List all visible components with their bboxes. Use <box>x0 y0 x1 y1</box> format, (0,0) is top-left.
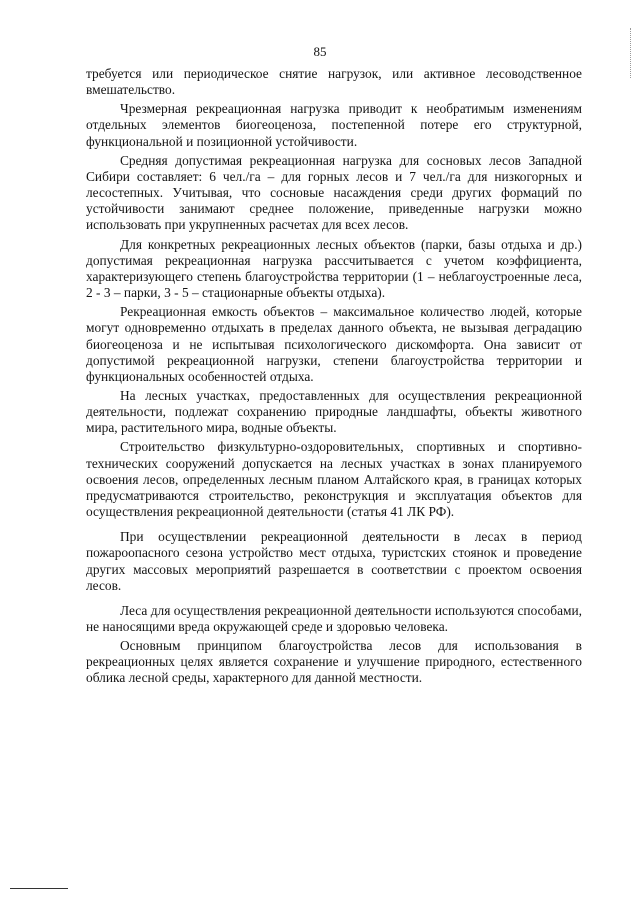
footnote-separator <box>10 888 68 889</box>
paragraph: На лесных участках, предоставленных для осуществления рекреационной деятельности, подлежат сохранению природные ландшафты, объекты животного мира, растительного мира, водные объекты. <box>86 387 582 436</box>
paragraph: Рекреационная емкость объектов – максимальное количество людей, которые могут одновременно отдыхать в пределах данного объекта, не вызывая деградацию биогеоценоза и не испытывая психологического дискомфорта. Она зависит от допустимой рекреационной нагрузки, степени благоустройства территории и функциональных особенностей отдыха. <box>86 304 582 384</box>
paragraph: При осуществлении рекреационной деятельности в лесах в период пожароопасного сезона устройство мест отдыха, туристских стоянок и проведение других массовых мероприятий разрешается в соответствии с проектом освоения лесов. <box>86 529 582 593</box>
paragraph: требуется или периодическое снятие нагрузок, или активное лесоводственное вмешательство. <box>86 66 582 98</box>
page-number: 85 <box>313 44 327 59</box>
paragraph: Строительство физкультурно-оздоровительных, спортивных и спортивно-технических сооружений допускается на лесных участках в зонах планируемого освоения лесов, определенных лесным планом Алтайского края, в границах которых предусматриваются строительство, реконструкция и эксплуатация объектов для осуществления рекреационной деятельности (статья 41 ЛК РФ). <box>86 439 582 520</box>
paragraph: Для конкретных рекреационных лесных объектов (парки, базы отдыха и др.) допустимая рекреационная нагрузка рассчитывается с учетом коэффициента, характеризующего степень благоустройства территории (1 – неблагоустроенные леса, 2 - 3 – парки, 3 - 5 – стационарные объекты отдыха). <box>86 236 582 301</box>
body-text <box>86 66 582 690</box>
paragraph: Леса для осуществления рекреационной деятельности используются способами, не наносящими вреда окружающей среде и здоровью человека. <box>86 602 582 634</box>
paragraph: Основным принципом благоустройства лесов для использования в рекреационных целях является сохранение и улучшение природного, естественного облика лесной среды, характерного для данной местности. <box>86 638 582 686</box>
scan-edge-mark <box>630 28 633 78</box>
paragraph: Средняя допустимая рекреационная нагрузка для сосновых лесов Западной Сибири составляет: 6 чел./га – для горных лесов и 7 чел./га для низкогорных и лесостепных. Учитывая, что сосновые насаждения среди других формаций по устойчивости занимают среднее положение, приведенные нагрузки можно использовать при укрупненных расчетах для всех лесов. <box>86 152 582 233</box>
paragraph: Чрезмерная рекреационная нагрузка приводит к необратимым изменениям отдельных элементов биогеоценоза, постепенной потере его структурной, функциональной и позиционной устойчивости. <box>86 101 582 149</box>
